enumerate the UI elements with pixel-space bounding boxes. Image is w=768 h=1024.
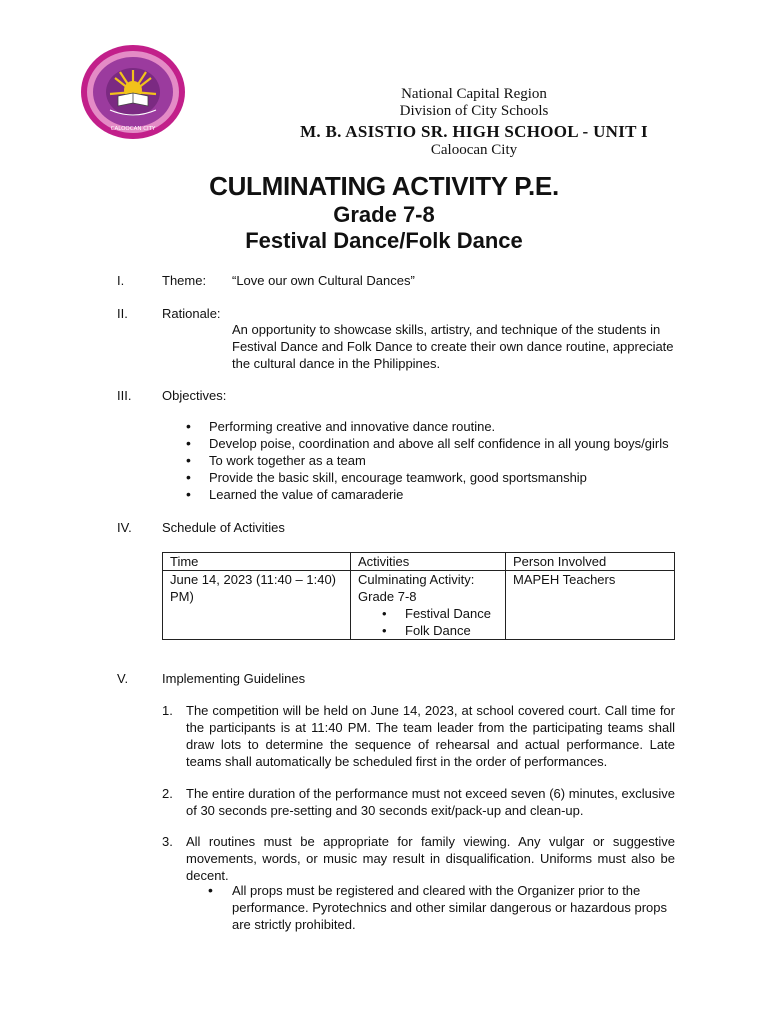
seal-city-text: CALOOCAN CITY <box>110 126 156 132</box>
column-header-time: Time <box>163 553 351 571</box>
section-number-objectives: III. <box>117 388 132 403</box>
list-item: • Provide the basic skill, encourage teamwork, good sportsmanship <box>186 469 669 486</box>
guideline-item: All routines must be appropriate for family viewing. Any vulgar or suggestive movements, words, or music may result in disqualification. Uniforms must also be decent. <box>186 834 675 883</box>
activity-line: Culminating Activity: <box>358 572 475 587</box>
objectives-label: Objectives: <box>162 388 227 403</box>
activity-list <box>358 605 498 639</box>
list-item: • Learned the value of camaraderie <box>186 486 669 503</box>
region-line: National Capital Region <box>401 86 547 102</box>
section-number-theme: I. <box>117 273 125 288</box>
cell-time: June 14, 2023 (11:40 – 1:40) PM) <box>163 571 351 640</box>
schedule-table <box>162 552 675 640</box>
theme-value: “Love our own Cultural Dances” <box>232 273 415 288</box>
guideline-item: The competition will be held on June 14, 2023, at school covered court. Call time for the participants is at 11:40 PM. The team leader from the participating teams shall draw lots to determine the sequence of rehearsal and actual performance. Late teams shall automatically be scheduled first in the order of performances. <box>186 703 675 769</box>
section-number-schedule: IV. <box>117 520 132 535</box>
guideline-number: 1. <box>162 703 173 718</box>
guidelines-label: Implementing Guidelines <box>162 671 306 686</box>
cell-activities <box>351 571 506 640</box>
guideline-sub-item: All props must be registered and cleared with the Organizer prior to the performance. Pyrotechnics and other similar dangerous or hazardous props are strictly prohibited. <box>232 883 668 932</box>
objectives-list <box>186 418 669 503</box>
list-item: • Develop poise, coordination and above all self confidence in all young boys/girls <box>186 435 669 452</box>
cell-person: MAPEH Teachers <box>506 571 675 640</box>
school-name: M. B. ASISTIO SR. HIGH SCHOOL - UNIT I <box>300 122 648 141</box>
rationale-label: Rationale: <box>162 306 221 321</box>
section-number-rationale: II. <box>117 306 128 321</box>
activity-grade: Grade 7-8 <box>358 589 417 604</box>
list-item: • To work together as a team <box>186 452 669 469</box>
document-title: CULMINATING ACTIVITY P.E. <box>209 171 559 201</box>
rationale-text: An opportunity to showcase skills, artistry, and technique of the students in Festival Dance and Folk Dance to create their own dance routine, appreciate the cultural dance in the Philippines. <box>232 322 674 371</box>
list-item: • Performing creative and innovative dance routine. <box>186 418 669 435</box>
city-line: Caloocan City <box>430 142 518 158</box>
schedule-label: Schedule of Activities <box>162 520 285 535</box>
column-header-person: Person Involved <box>506 553 675 571</box>
bullet-icon: • <box>208 882 213 898</box>
school-seal-logo <box>80 44 186 140</box>
document-subtitle-dance: Festival Dance/Folk Dance <box>245 228 523 253</box>
theme-label: Theme: <box>162 273 207 288</box>
column-header-activities: Activities <box>351 553 506 571</box>
table-header-row <box>163 553 675 571</box>
list-item: • Festival Dance <box>358 605 498 622</box>
guideline-number: 3. <box>162 834 173 849</box>
document-subtitle-grade: Grade 7-8 <box>333 202 435 227</box>
guideline-item: The entire duration of the performance must not exceed seven (6) minutes, exclusive of 30 seconds pre-setting and 30 seconds exit/pack-up and clean-up. <box>186 786 675 818</box>
division-line: Division of City Schools <box>399 103 549 119</box>
guideline-number: 2. <box>162 786 173 801</box>
section-number-guidelines: V. <box>117 671 129 686</box>
table-row <box>163 571 675 640</box>
list-item: • Folk Dance <box>358 622 498 639</box>
